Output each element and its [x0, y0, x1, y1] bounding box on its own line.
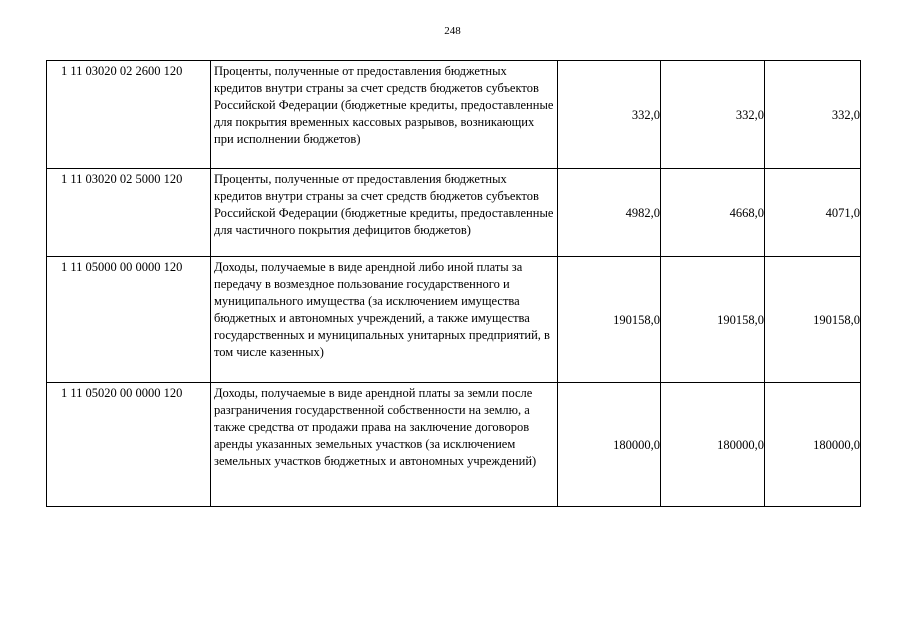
table-row [47, 383, 861, 507]
page-number: 248 [444, 25, 461, 37]
description-cell: Доходы, получаемые в виде арендной либо иной платы за передачу в возмездное пользование государственного и муниципального имущества (за исключением имущества бюджетных и автономных учреждений, а также имущества государственных и муниципальных унитарных предприятий, в том числе казенных) [211, 257, 558, 383]
amount-cell-3: 190158,0 [765, 257, 861, 383]
amount-cell-1: 4982,0 [558, 169, 661, 257]
amount-cell-2: 332,0 [661, 61, 765, 169]
budget-code-cell: 1 11 03020 02 2600 120 [47, 61, 211, 169]
budget-code-cell: 1 11 05000 00 0000 120 [47, 257, 211, 383]
budget-revenue-table [46, 60, 861, 507]
amount-cell-2: 180000,0 [661, 383, 765, 507]
amount-cell-2: 190158,0 [661, 257, 765, 383]
budget-code-cell: 1 11 03020 02 5000 120 [47, 169, 211, 257]
amount-cell-3: 4071,0 [765, 169, 861, 257]
description-cell: Проценты, полученные от предоставления бюджетных кредитов внутри страны за счет средств бюджетов субъектов Российской Федерации (бюджетные кредиты, предоставленные для покрытия временных кассовых разрывов, возникающих при исполнении бюджетов) [211, 61, 558, 169]
amount-cell-1: 332,0 [558, 61, 661, 169]
table-row [47, 61, 861, 169]
description-cell: Доходы, получаемые в виде арендной платы за земли после разграничения государственной собственности на землю, а также средства от продажи права на заключение договоров аренды указанных земельных участков (за исключением земельных участков бюджетных и автономных учреждений) [211, 383, 558, 507]
amount-cell-3: 180000,0 [765, 383, 861, 507]
amount-cell-1: 180000,0 [558, 383, 661, 507]
table-row [47, 257, 861, 383]
amount-cell-2: 4668,0 [661, 169, 765, 257]
description-cell: Проценты, полученные от предоставления бюджетных кредитов внутри страны за счет средств бюджетов субъектов Российской Федерации (бюджетные кредиты, предоставленные для частичного покрытия дефицитов бюджетов) [211, 169, 558, 257]
amount-cell-3: 332,0 [765, 61, 861, 169]
budget-code-cell: 1 11 05020 00 0000 120 [47, 383, 211, 507]
amount-cell-1: 190158,0 [558, 257, 661, 383]
table-row [47, 169, 861, 257]
